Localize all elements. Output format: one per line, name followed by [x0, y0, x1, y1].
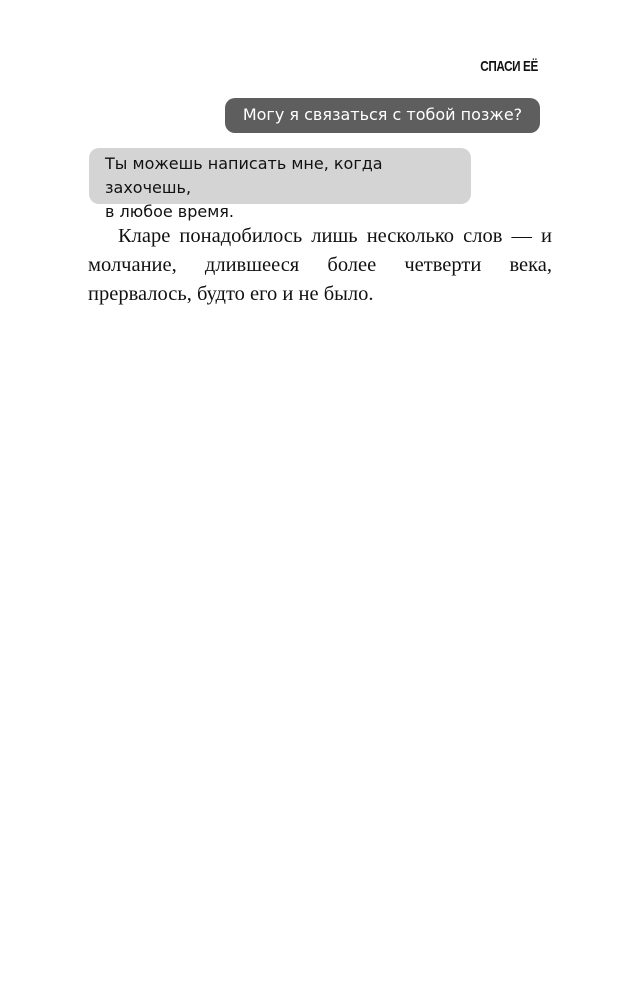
body-paragraph: Кларе понадобилось лишь несколько слов — и молчание, длившееся более четверти века, прервалось, будто его и не было. [88, 225, 552, 305]
sent-message-bubble [225, 98, 540, 133]
sent-message-text: Могу я связаться с тобой позже? [242, 105, 523, 124]
received-message-line-2: в любое время. [105, 202, 235, 221]
received-message-line-1: Ты можешь написать мне, когда захочешь, [105, 154, 383, 197]
received-message-bubble [89, 148, 471, 221]
running-header: СПАСИ ЕЁ [480, 58, 538, 75]
